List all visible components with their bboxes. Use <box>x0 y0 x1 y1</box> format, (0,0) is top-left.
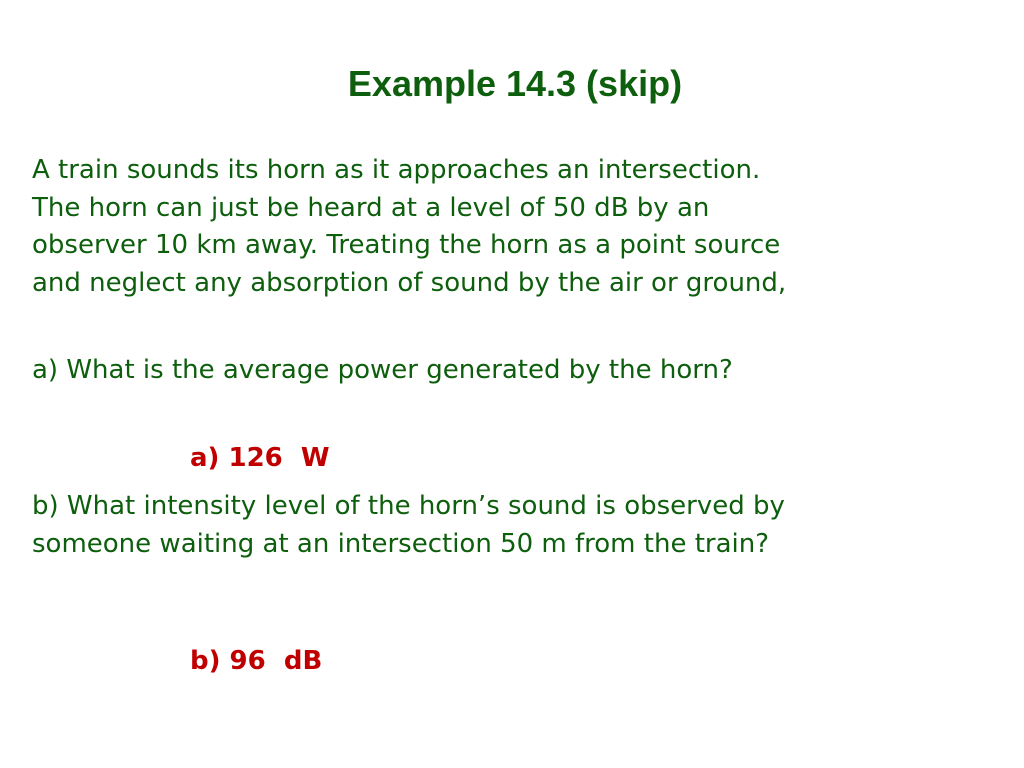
answer-b: b) 96 dB <box>190 646 323 676</box>
problem-line: A train sounds its horn as it approaches an intersection. <box>32 155 761 185</box>
question-b-line: b) What intensity level of the horn’s sound is observed by <box>32 491 785 521</box>
question-a: a) What is the average power generated by the horn? <box>32 355 733 385</box>
problem-line: The horn can just be heard at a level of 50 dB by an <box>32 192 710 223</box>
question-b <box>32 488 785 563</box>
problem-line: observer 10 km away. Treating the horn as a point source <box>32 230 781 260</box>
question-b-line: someone waiting at an intersection 50 m from the train? <box>32 528 770 559</box>
problem-statement <box>32 152 786 302</box>
answer-a: a) 126 W <box>190 443 330 473</box>
slide-title: Example 14.3 (skip) <box>347 63 683 104</box>
problem-line: and neglect any absorption of sound by the air or ground, <box>32 267 787 298</box>
